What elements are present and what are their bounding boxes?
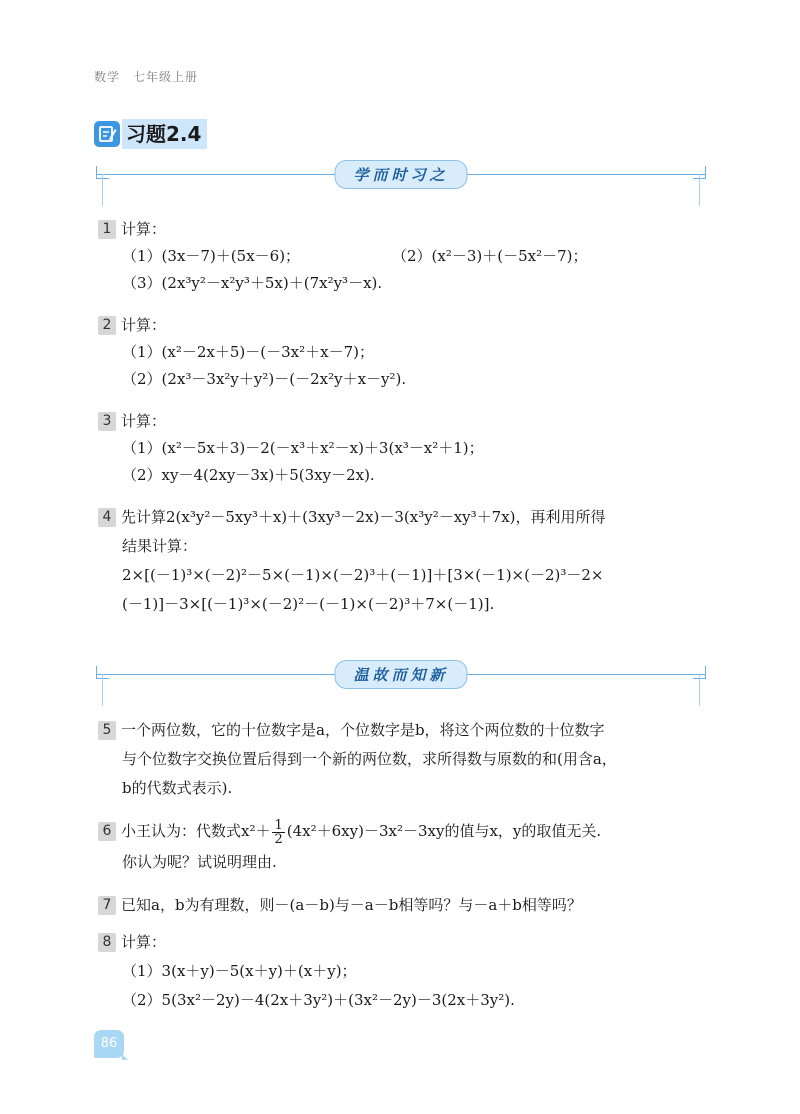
subproblem: （1）(x²－2x＋5)－(－3x²＋x－7)； [122, 343, 374, 361]
problem-text: (4x²＋6xy)－3x²－3xy的值与x，y的取值无关. [286, 822, 602, 840]
problem-number: 1 [98, 220, 116, 239]
problem-intro: 计算： [121, 316, 167, 334]
problem-intro: 计算： [121, 933, 167, 951]
problem-8 [98, 928, 710, 1015]
problem-4 [98, 503, 710, 619]
subproblem: （3）(2x³y²－x²y³＋5x)＋(7x²y³－x). [122, 274, 383, 292]
problem-number: 2 [98, 316, 116, 335]
problem-text: 已知a，b为有理数，则－(a－b)与－a－b相等吗？与－a＋b相等吗？ [121, 896, 582, 914]
problem-number: 7 [98, 896, 116, 915]
subproblem: （1）(x²－5x＋3)－2(－x³＋x²－x)＋3(x³－x²＋1)； [122, 439, 484, 457]
problem-6 [98, 816, 710, 878]
subproblem: （2）5(3x²－2y)－4(2x＋3y²)＋(3x²－2y)－3(2x＋3y²). [122, 991, 515, 1009]
section-label: 学而时习之 [334, 160, 467, 189]
exercise-title-text: 习题2.4 [122, 119, 207, 149]
fraction-numerator: 1 [274, 817, 283, 833]
problem-text: 小王认为：代数式x²＋ [121, 822, 271, 840]
problem-number: 8 [98, 933, 116, 952]
subproblem: （2）xy－4(2xy－3x)＋5(3xy－2x). [122, 466, 375, 484]
problem-text-line: (－1)]－3×[(－1)³×(－2)²－(－1)×(－2)³＋7×(－1)]. [122, 595, 495, 613]
problem-intro: 计算： [121, 412, 167, 430]
page-number: 86 [94, 1030, 124, 1058]
section-banner-review [96, 660, 706, 706]
subproblem: （2）(x²－3)＋(－5x²－7)； [392, 247, 588, 265]
problem-number: 3 [98, 412, 116, 431]
section-banner-practice [96, 160, 706, 206]
fraction-denominator: 2 [274, 831, 283, 847]
problem-text-line: 与个位数字交换位置后得到一个新的两位数，求所得数与原数的和(用含a， [122, 750, 617, 768]
section-label: 温故而知新 [334, 660, 467, 689]
fraction [272, 819, 284, 846]
problem-3 [98, 408, 710, 489]
subproblem: （1）3(x＋y)－5(x＋y)＋(x＋y)； [122, 962, 357, 980]
problem-7 [98, 892, 710, 919]
problem-text-line: 你认为呢？试说明理由. [122, 853, 277, 871]
problem-text-line: 结果计算： [122, 537, 198, 555]
problem-2 [98, 312, 710, 393]
subproblem: （2）(2x³－3x²y＋y²)－(－2x²y＋x－y²). [122, 370, 407, 388]
problem-text-line: 先计算2(x³y²－5xy³＋x)＋(3xy³－2x)－3(x³y²－xy³＋7x)，再利用所得 [121, 508, 606, 526]
problem-number: 5 [98, 721, 116, 740]
exercise-title [94, 119, 207, 149]
problem-5 [98, 716, 710, 803]
problem-number: 6 [98, 822, 116, 841]
problem-text-line: b的代数式表示). [122, 779, 233, 797]
problem-1 [98, 216, 710, 297]
running-header: 数学 七年级上册 [94, 70, 199, 84]
problem-number: 4 [98, 508, 116, 527]
subproblem: （1）(3x－7)＋(5x－6)； [122, 247, 301, 265]
problem-intro: 计算： [121, 220, 167, 238]
pencil-notepad-icon [94, 121, 120, 147]
problem-text-line: 一个两位数，它的十位数字是a，个位数字是b，将这个两位数的十位数字 [121, 721, 605, 739]
problem-text-line: 2×[(－1)³×(－2)²－5×(－1)×(－2)³＋(－1)]＋[3×(－1)×(－2)³－2× [122, 566, 604, 584]
